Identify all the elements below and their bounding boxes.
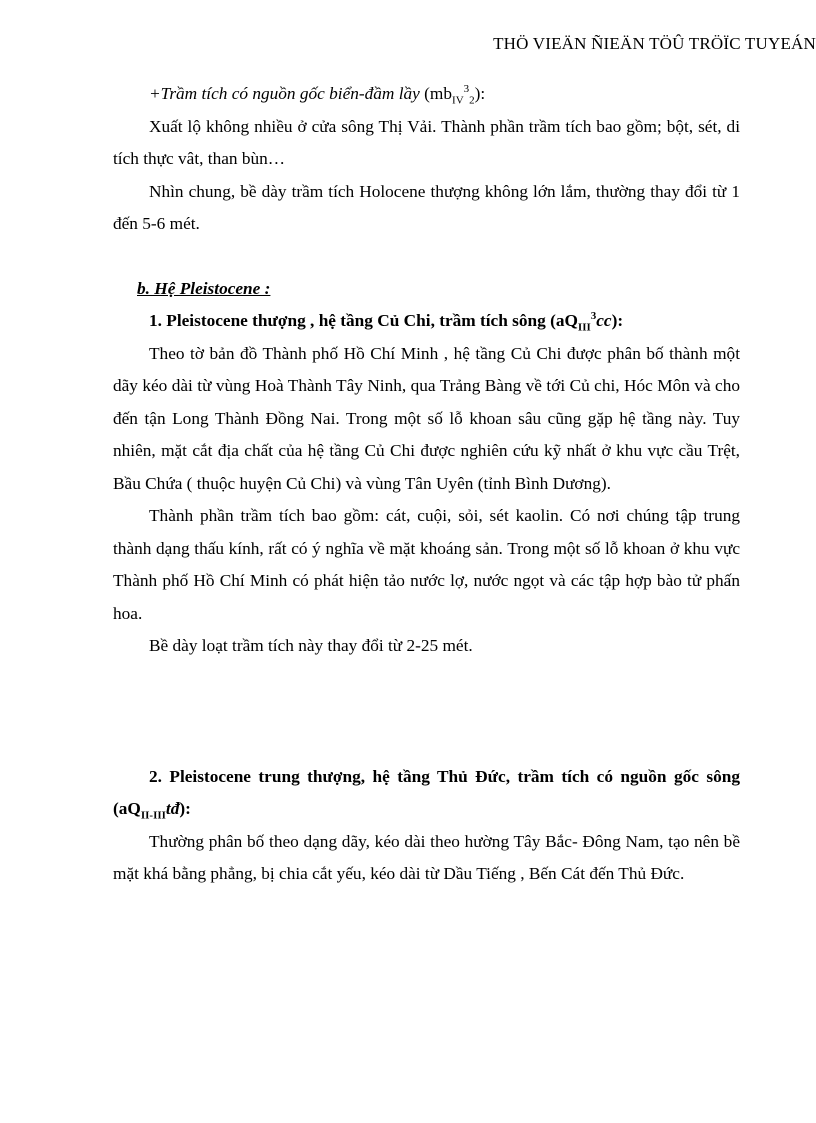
page-header: THÖ VIEÄN ÑIEÄN TÖÛ TRÖÏC TUYEÁN — [493, 34, 816, 53]
thu-duc-sub: II-III — [140, 809, 166, 822]
paragraph-cu-chi-thickness: Bề dày loạt trầm tích này thay đổi từ 2-25 mét. — [149, 636, 473, 655]
cu-chi-sup: 3 — [590, 310, 597, 323]
formula-suffix: ): — [474, 84, 486, 103]
cu-chi-code: cc — [596, 311, 612, 330]
formula-sup-3: 3 — [463, 83, 470, 96]
paragraph-thu-duc-distribution: Thường phân bố theo dạng dãy, kéo dài theo hường Tây Bắc- Đông Nam, tạo nên bề mặt khá bằng phẳng, bị chia cắt yếu, kéo dài từ Dầu Tiếng , Bến Cát đến Thủ Đức. — [113, 831, 740, 883]
thu-duc-end: ): — [179, 799, 191, 818]
marine-swamp-label: +Trầm tích có nguồn gốc biển-đầm lầy — [149, 84, 420, 103]
thu-duc-title: 2. Pleistocene trung thượng, hệ tầng Thủ Đức, trầm tích có nguồn gốc sông (aQ — [113, 766, 740, 818]
formula-prefix: (mb — [419, 84, 453, 103]
formula-sub-iv: IV — [452, 94, 464, 107]
marine-swamp-heading — [113, 78, 740, 111]
paragraph-thickness-holocene: Nhìn chung, bề dày trầm tích Holocene thượng không lớn lắm, thường thay đổi từ 1 đến 5-6 mét. — [113, 181, 740, 233]
paragraph-cu-chi-distribution: Theo tờ bản đồ Thành phố Hồ Chí Minh , hệ tầng Củ Chi được phân bố thành một dãy kéo dài từ vùng Hoà Thành Tây Ninh, qua Trảng Bàng về tới Củ chi, Hóc Môn và cho đến tận Long Thành Đồng Nai. Trong một số lỗ khoan sâu cũng gặp hệ tầng này. Tuy nhiên, mặt cắt địa chất của hệ tầng Củ Chi được nghiên cứu kỹ nhất ở khu vực cầu Trệt, Bầu Chứa ( thuộc huyện Củ Chi) và vùng Tân Uyên (tỉnh Bình Dương). — [113, 343, 740, 493]
subsection-cu-chi — [113, 305, 740, 338]
paragraph-outcrop: Xuất lộ không nhiều ở cửa sông Thị Vải. Thành phần trầm tích bao gồm; bột, sét, di tích thực vât, than bùn… — [113, 116, 740, 168]
cu-chi-end: ): — [611, 311, 624, 330]
formula-sub-2: 2 — [469, 94, 475, 107]
cu-chi-title: 1. Pleistocene thượng , hệ tầng Củ Chi, trầm tích sông (aQ — [149, 311, 578, 330]
thu-duc-code: tđ — [165, 799, 180, 818]
section-title-pleistocene: b. Hệ Pleistocene : — [137, 278, 271, 298]
subsection-thu-duc — [113, 761, 740, 826]
document-body — [113, 78, 740, 891]
paragraph-cu-chi-composition: Thành phần trầm tích bao gồm: cát, cuội, sỏi, sét kaolin. Có nơi chúng tập trung thành dạng thấu kính, rất có ý nghĩa về mặt khoáng sản. Trong một số lỗ khoan ở khu vực Thành phố Hồ Chí Minh có phát hiện tảo nước lợ, nước ngọt và các tập hợp bào tử phấn hoa. — [113, 506, 740, 623]
cu-chi-sub: III — [577, 321, 591, 334]
